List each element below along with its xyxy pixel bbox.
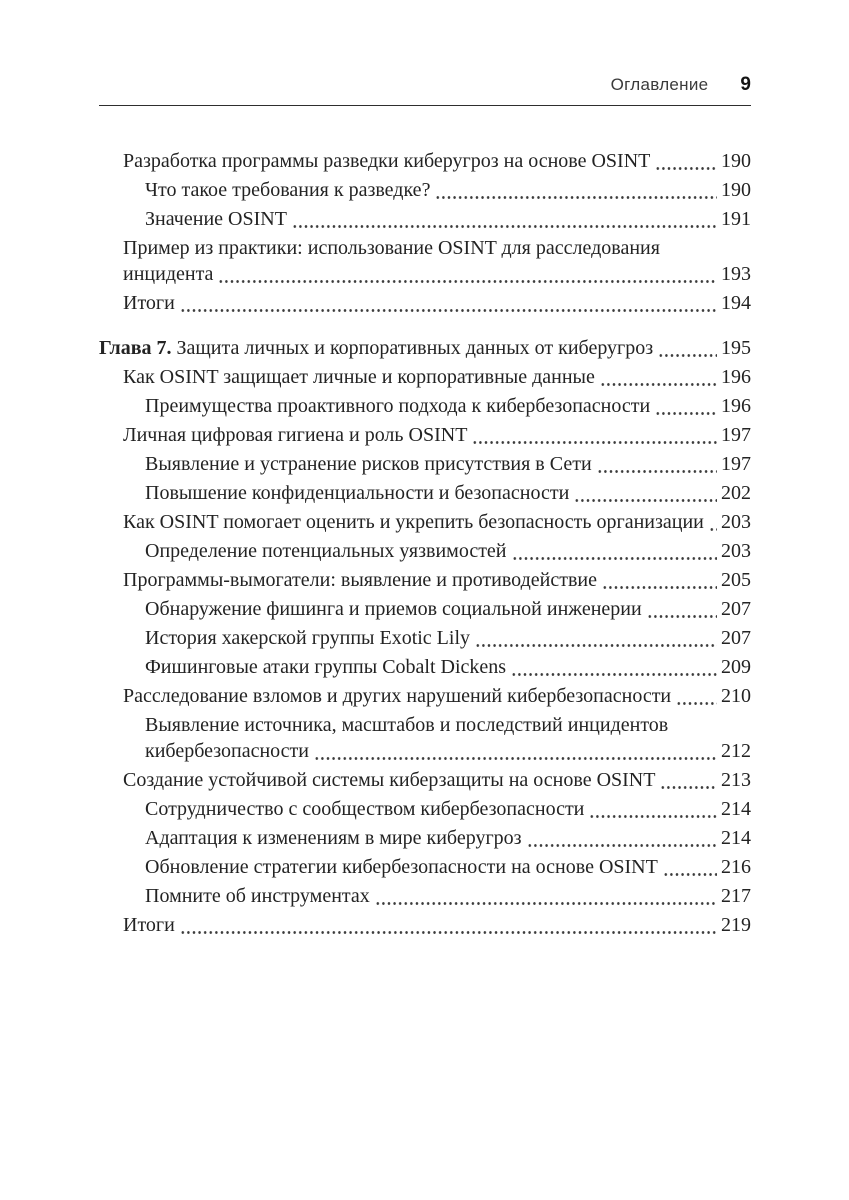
page-number: 9 [740,74,751,95]
toc-entry-row [145,480,751,506]
dot-leader [180,309,717,312]
dot-leader [375,902,717,905]
toc-entry-title: Преимущества проактивного подхода к кибербезопасности [145,395,651,417]
toc-entry [99,912,751,938]
toc-entry-page: 214 [721,827,751,849]
toc-entry-title: Выявление и устранение рисков присутствия в Сети [145,453,592,475]
toc-entry-title: Программы-вымогатели: выявление и противодействие [123,569,598,591]
dot-leader [663,873,717,876]
toc-entry [99,148,751,174]
toc-entry-page: 191 [721,208,751,230]
toc-entry-page: 202 [721,482,751,504]
toc-entry-title: Разработка программы разведки киберугроз на основе OSINT [123,150,651,172]
toc-entry [99,290,751,316]
toc-entry-row [145,206,751,232]
toc-entry-row [145,654,751,680]
toc-entry [99,393,751,419]
toc-entry-line1 [123,235,751,261]
page-content [99,74,751,941]
toc-entry-row [99,335,751,361]
toc-entry-page: 195 [721,337,751,359]
toc-entry-title: Расследование взломов и других нарушений кибербезопасности [123,685,672,707]
toc-entry [99,567,751,593]
toc-entry-page: 197 [721,424,751,446]
toc-entry-title: Выявление источника, масштабов и последствий инцидентов [145,714,669,736]
dot-leader [574,499,717,502]
toc-entry-row [145,538,751,564]
toc-entry-title: Значение OSINT [145,208,287,230]
toc-entry-row [145,393,751,419]
toc-entry-row [145,596,751,622]
toc-entry-row [145,854,751,880]
dot-leader [435,196,717,199]
toc-entry-title: Обновление стратегии кибербезопасности на основе OSINT [145,856,658,878]
toc-entry-row [145,451,751,477]
toc-entry [99,422,751,448]
toc-entry-title: Определение потенциальных уязвимостей [145,540,507,562]
dot-leader [527,844,717,847]
chapter-title: Защита личных и корпоративных данных от киберугроз [176,337,654,359]
toc-entry [99,177,751,203]
toc-entry-page: 219 [721,914,751,936]
toc-entry-page: 214 [721,798,751,820]
toc-entry [99,825,751,851]
dot-leader [180,931,717,934]
toc-entry-row [123,767,751,793]
toc-entry-row [123,422,751,448]
toc-entry-page: 190 [721,150,751,172]
toc-entry [99,767,751,793]
toc-entry-line1 [145,712,751,738]
toc-entry [99,364,751,390]
toc-entry-row [123,683,751,709]
toc-entry-title: Личная цифровая гигиена и роль OSINT [123,424,468,446]
toc-entry-row [123,567,751,593]
dot-leader [475,644,717,647]
toc-entry-page: 213 [721,769,751,791]
toc-entry-title: Итоги [123,292,175,314]
dot-leader [472,441,717,444]
toc-entry [99,854,751,880]
toc-entry-row [145,796,751,822]
toc-entry [99,480,751,506]
toc-entry [99,509,751,535]
toc-entry-title: Помните об инструментах [145,885,370,907]
dot-leader [658,354,717,357]
toc-entry-row [123,148,751,174]
toc-entry [99,538,751,564]
toc-entry-page: 193 [721,263,751,285]
toc-entry-title: Как OSINT защищает личные и корпоративные данные [123,366,595,388]
toc-entry-title: Итоги [123,914,175,936]
toc-entry-row [145,738,751,764]
toc-entry [99,796,751,822]
toc-entry-row [123,290,751,316]
toc-entry [99,235,751,287]
toc-entry-page: 203 [721,511,751,533]
toc-entry-title: Фишинговые атаки группы Cobalt Dickens [145,656,507,678]
toc-entry-page: 194 [721,292,751,314]
toc-entry [99,654,751,680]
toc-entry-page: 196 [721,366,751,388]
dot-leader [655,412,717,415]
toc-entry-page: 209 [721,656,751,678]
toc-entry-row [123,912,751,938]
dot-leader [589,815,717,818]
toc-entry [99,883,751,909]
toc-entry-title: Создание устойчивой системы киберзащиты на основе OSINT [123,769,656,791]
dot-leader [676,702,717,705]
toc-entry-row [123,509,751,535]
toc-entry [99,712,751,764]
toc-list [99,148,751,938]
toc-entry-page: 207 [721,598,751,620]
toc-entry-title-continued: инцидента [123,263,214,285]
toc-entry [99,451,751,477]
running-head [99,74,751,106]
dot-leader [292,225,717,228]
toc-entry-row [145,625,751,651]
dot-leader [647,615,717,618]
toc-entry-title: История хакерской группы Exotic Lily [145,627,471,649]
toc-entry-title: Как OSINT помогает оценить и укрепить безопасность организации [123,511,704,533]
dot-leader [600,383,717,386]
toc-entry-title: Обнаружение фишинга и приемов социальной инженерии [145,598,642,620]
toc-entry-row [145,177,751,203]
dot-leader [709,528,717,531]
toc-entry [99,683,751,709]
toc-entry-page: 197 [721,453,751,475]
toc-entry-title: Сотрудничество с сообществом кибербезопасности [145,798,585,820]
toc-entry-page: 216 [721,856,751,878]
dot-leader [218,280,717,283]
dot-leader [655,167,717,170]
chapter-label: Глава 7. [99,337,172,359]
dot-leader [314,757,717,760]
dot-leader [512,557,717,560]
toc-entry-row [123,261,751,287]
dot-leader [597,470,717,473]
toc-entry-page: 210 [721,685,751,707]
toc-entry-row [145,825,751,851]
toc-entry [99,206,751,232]
toc-entry [99,335,751,361]
toc-entry-row [123,364,751,390]
toc-entry-title [99,335,653,361]
toc-entry-title: Повышение конфиденциальности и безопасности [145,482,570,504]
toc-entry-title: Адаптация к изменениям в мире киберугроз [145,827,522,849]
toc-entry-title: Что такое требования к разведке? [145,179,431,201]
toc-entry-page: 207 [721,627,751,649]
dot-leader [602,586,717,589]
toc-entry-page: 196 [721,395,751,417]
toc-entry [99,625,751,651]
toc-entry-page: 212 [721,740,751,762]
toc-entry [99,596,751,622]
dot-leader [660,786,717,789]
toc-entry-page: 190 [721,179,751,201]
dot-leader [511,673,717,676]
toc-entry-page: 205 [721,569,751,591]
running-head-title: Оглавление [610,75,709,94]
toc-entry-page: 217 [721,885,751,907]
toc-entry-row [145,883,751,909]
toc-entry-title: Пример из практики: использование OSINT для расследования [123,237,660,259]
toc-entry-title-continued: кибербезопасности [145,740,310,762]
toc-entry-page: 203 [721,540,751,562]
